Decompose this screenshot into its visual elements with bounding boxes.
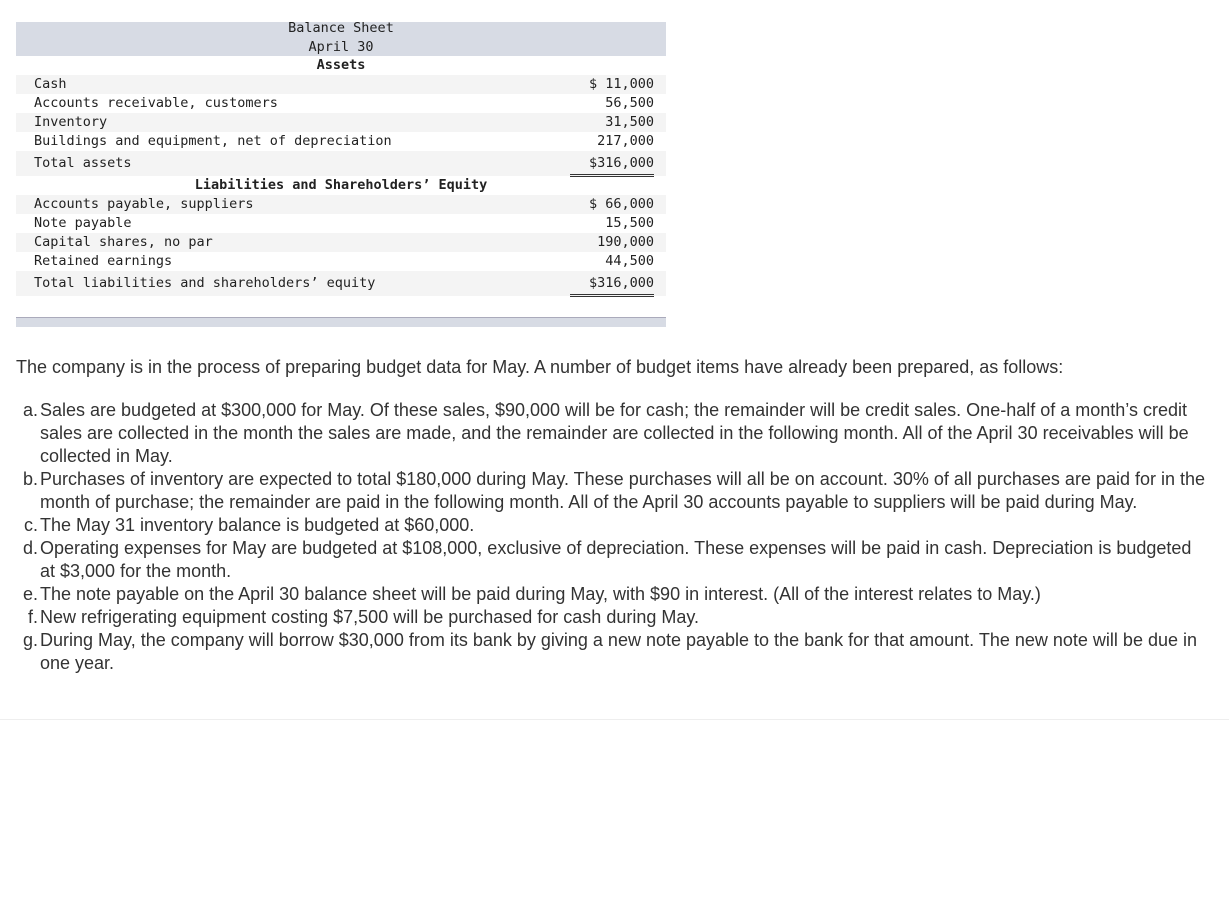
row-amount: 31,500 bbox=[605, 114, 654, 130]
item-marker: f. bbox=[27, 607, 38, 627]
row-amount: 56,500 bbox=[605, 95, 654, 111]
row-amount: 44,500 bbox=[570, 252, 654, 272]
balance-sheet-header bbox=[16, 22, 666, 56]
row-label: Accounts payable, suppliers bbox=[34, 196, 254, 212]
item-text: The note payable on the April 30 balance sheet will be paid during May, with $90 in interest. (All of the interest relates to May.) bbox=[40, 584, 1041, 604]
table-row bbox=[16, 75, 666, 94]
table-row bbox=[16, 113, 666, 132]
item-text: Sales are budgeted at $300,000 for May. Of these sales, $90,000 will be for cash; the remainder will be credit sales. One-half of a month’s credit sales are collected in the month the sales are made, and the remainder are collected in the following month. All of the April 30 receivables will be collected in May. bbox=[40, 400, 1189, 466]
budget-items-list bbox=[16, 399, 1211, 675]
row-label: Accounts receivable, customers bbox=[34, 95, 278, 111]
item-text: New refrigerating equipment costing $7,500 will be purchased for cash during May. bbox=[40, 607, 700, 627]
list-item bbox=[16, 629, 1211, 675]
row-label: Inventory bbox=[34, 114, 108, 130]
list-item bbox=[16, 606, 1211, 629]
row-amount: $316,000 bbox=[570, 272, 654, 297]
list-item bbox=[16, 583, 1211, 606]
row-amount: 217,000 bbox=[570, 132, 654, 152]
balance-sheet-table bbox=[16, 22, 666, 296]
list-item bbox=[16, 399, 1211, 468]
table-row bbox=[16, 252, 666, 271]
item-text: Operating expenses for May are budgeted at $108,000, exclusive of depreciation. These expenses will be paid in cash. Depreciation is budgeted at $3,000 for the month. bbox=[40, 538, 1192, 581]
row-label: Note payable bbox=[34, 215, 132, 231]
balance-sheet-date: April 30 bbox=[308, 39, 374, 55]
list-item bbox=[16, 537, 1211, 583]
row-amount: 15,500 bbox=[605, 215, 654, 231]
list-item bbox=[16, 514, 1211, 537]
assets-heading: Assets bbox=[316, 57, 366, 73]
row-amount: 190,000 bbox=[597, 234, 654, 250]
divider bbox=[0, 719, 1229, 720]
item-marker: d. bbox=[22, 538, 38, 558]
item-text: During May, the company will borrow $30,000 from its bank by giving a new note payable to the bank for that amount. The new note will be due in one year. bbox=[40, 630, 1197, 673]
item-marker: c. bbox=[23, 515, 38, 535]
table-row bbox=[16, 233, 666, 252]
item-marker: b. bbox=[22, 469, 38, 489]
row-label: Retained earnings bbox=[34, 253, 173, 269]
row-label: Total liabilities and shareholders’ equity bbox=[34, 275, 376, 291]
balance-sheet-footer-bar bbox=[16, 317, 666, 327]
row-label: Buildings and equipment, net of depreciation bbox=[34, 133, 392, 149]
total-assets-row bbox=[16, 151, 666, 176]
row-label: Total assets bbox=[34, 155, 132, 171]
item-marker: a. bbox=[22, 400, 38, 420]
table-row bbox=[16, 94, 666, 113]
list-item bbox=[16, 468, 1211, 514]
table-row bbox=[16, 195, 666, 214]
item-marker: e. bbox=[22, 584, 38, 604]
liabilities-heading: Liabilities and Shareholders’ Equity bbox=[194, 177, 488, 193]
item-text: The May 31 inventory balance is budgeted at $60,000. bbox=[40, 515, 475, 535]
table-row bbox=[16, 132, 666, 151]
intro-paragraph: The company is in the process of preparing budget data for May. A number of budget items have already been prepared, as follows: bbox=[16, 357, 1064, 377]
row-amount: $316,000 bbox=[570, 152, 654, 177]
table-row bbox=[16, 214, 666, 233]
balance-sheet-title: Balance Sheet bbox=[288, 20, 394, 36]
row-amount: $ 66,000 bbox=[588, 196, 654, 212]
item-marker: g. bbox=[22, 630, 38, 650]
total-liabilities-row bbox=[16, 271, 666, 296]
item-text: Purchases of inventory are expected to total $180,000 during May. These purchases will all be on account. 30% of all purchases are paid for in the month of purchase; the remainder are paid in the following month. All of the April 30 accounts payable to suppliers will be paid during May. bbox=[40, 469, 1206, 512]
row-label: Capital shares, no par bbox=[34, 234, 213, 250]
row-amount: $ 11,000 bbox=[588, 76, 654, 92]
row-label: Cash bbox=[34, 76, 67, 92]
